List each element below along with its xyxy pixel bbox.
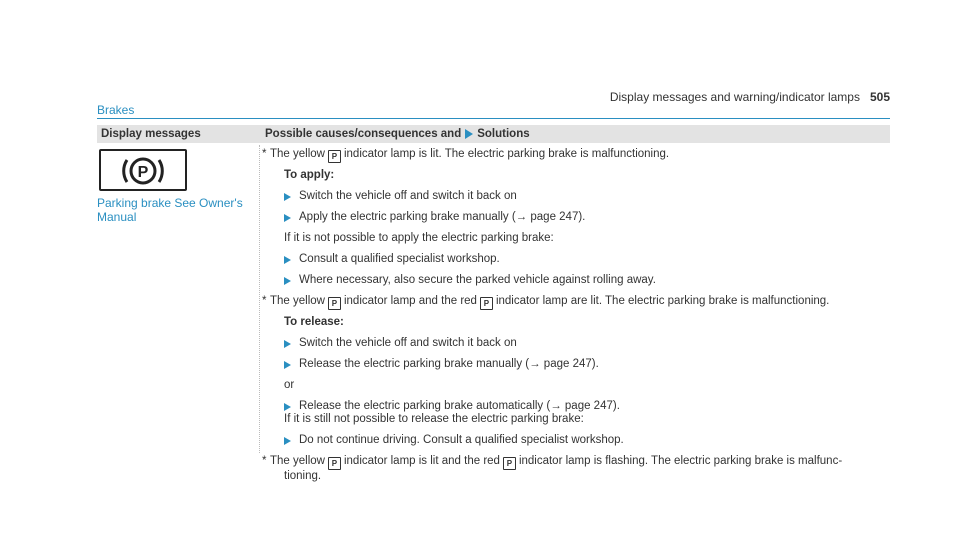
step	[284, 253, 890, 266]
cause-line-3-cont: tioning.	[284, 470, 322, 482]
step-text: Do not continue driving. Consult a qualified specialist workshop.	[299, 434, 624, 446]
cause-line-1	[262, 148, 890, 163]
text: indicator lamp is lit. The electric parking brake is malfunctioning.	[343, 148, 670, 160]
parking-brake-icon	[99, 149, 187, 191]
step-arrow-icon	[284, 437, 291, 445]
parking-brake-lamp-icon: P	[328, 457, 341, 470]
parking-brake-lamp-icon: P	[328, 150, 341, 163]
col-header-solutions-text: Solutions	[477, 128, 530, 140]
apply-heading: To apply:	[284, 169, 335, 181]
step-arrow-icon	[284, 403, 291, 411]
step-arrow-icon	[284, 361, 291, 369]
step-text: Switch the vehicle off and switch it back on	[299, 190, 517, 202]
table-header	[97, 125, 890, 143]
parking-brake-lamp-icon: P	[503, 457, 516, 470]
header-title: Display messages and warning/indicator lamps	[609, 90, 860, 104]
step	[284, 190, 890, 203]
paragraph: If it is still not possible to release the electric parking brake:	[284, 413, 584, 425]
text: The yellow	[270, 295, 325, 307]
parking-brake-lamp-icon: P	[480, 297, 493, 310]
cause-line-2	[262, 295, 890, 310]
page-header	[610, 90, 890, 104]
col-header-display-messages: Display messages	[101, 128, 201, 140]
step	[284, 434, 890, 447]
display-message-cell	[97, 145, 257, 224]
text: indicator lamp and the red	[343, 295, 477, 307]
release-heading: To release:	[284, 316, 344, 328]
text: indicator lamp are lit. The electric parking brake is malfunctioning.	[495, 295, 830, 307]
step-text: Switch the vehicle off and switch it back on	[299, 337, 517, 349]
section-title: Brakes	[97, 103, 135, 117]
column-divider	[259, 145, 260, 453]
step	[284, 337, 890, 350]
step-arrow-icon	[284, 277, 291, 285]
step	[284, 358, 890, 371]
step-arrow-icon	[284, 340, 291, 348]
step-text: Release the electric parking brake manually (→ page 247).	[299, 358, 599, 370]
text: indicator lamp is flashing. The electric parking brake is malfunc-	[518, 455, 843, 467]
solutions-cell	[262, 148, 890, 483]
step-text: Where necessary, also secure the parked vehicle against rolling away.	[299, 274, 656, 286]
solutions-arrow-icon	[465, 129, 473, 139]
text: The yellow	[270, 455, 325, 467]
col-header-causes	[265, 128, 530, 140]
footnote-star: *	[262, 295, 267, 307]
footnote-star: *	[262, 455, 267, 467]
step-text: Apply the electric parking brake manually (→ page 247).	[299, 211, 586, 223]
paragraph: If it is not possible to apply the electric parking brake:	[284, 232, 554, 244]
section-rule	[97, 118, 890, 119]
step-arrow-icon	[284, 214, 291, 222]
step-text: Consult a qualified specialist workshop.	[299, 253, 500, 265]
parking-brake-lamp-icon: P	[328, 297, 341, 310]
step-text: Release the electric parking brake automatically (→ page 247).	[299, 400, 620, 412]
page-number: 505	[869, 90, 890, 104]
text: indicator lamp is lit and the red	[343, 455, 500, 467]
step-arrow-icon	[284, 256, 291, 264]
col-header-causes-text: Possible causes/consequences and	[265, 128, 462, 140]
display-message-caption: Parking brake See Owner's Manual	[97, 196, 243, 224]
brake-icon-glyph: P	[137, 164, 149, 181]
cause-line-3	[262, 455, 890, 470]
step	[284, 400, 890, 413]
footnote-star: *	[262, 148, 267, 160]
step	[284, 211, 890, 224]
step-arrow-icon	[284, 193, 291, 201]
text: The yellow	[270, 148, 325, 160]
or-text: or	[284, 379, 295, 391]
step	[284, 274, 890, 287]
